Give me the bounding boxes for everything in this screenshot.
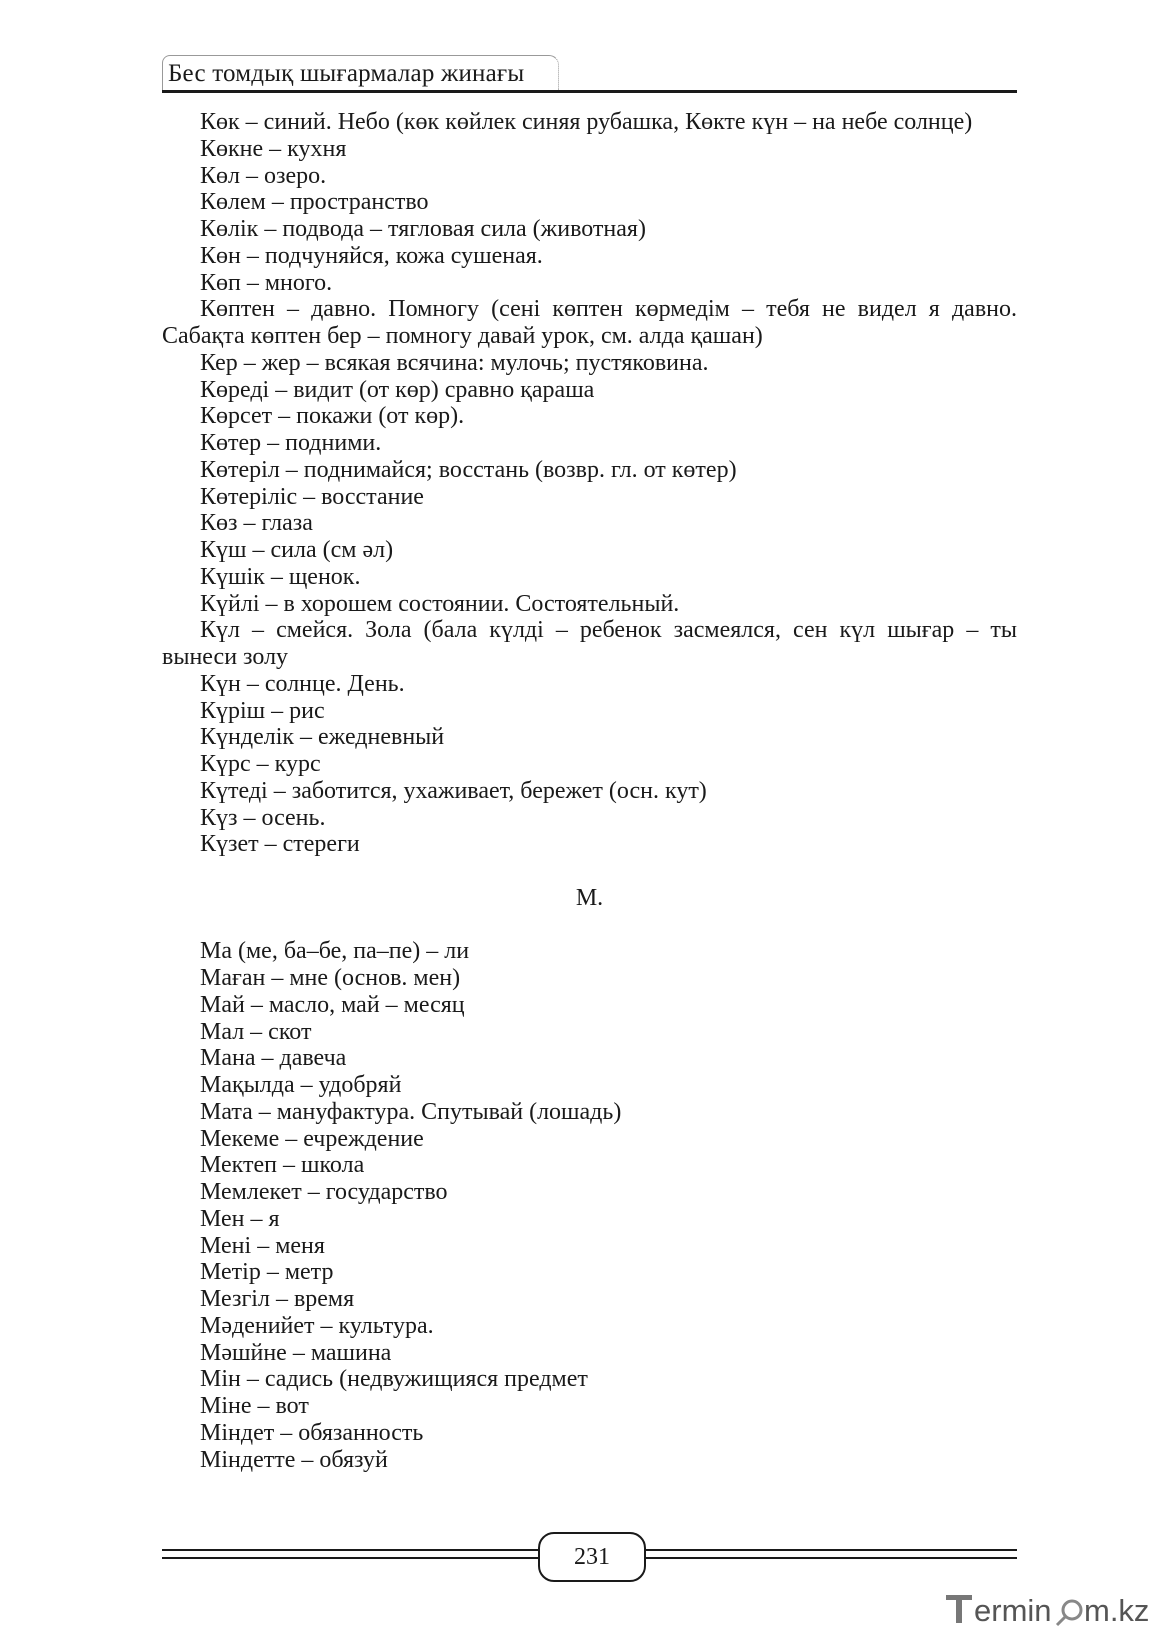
dictionary-entry: Мәшйне – машина — [200, 1339, 392, 1366]
dictionary-entry: Метір – метр — [200, 1259, 334, 1286]
dictionary-entry: Мақылда – удобряй — [200, 1072, 402, 1098]
dictionary-entry: Көл – озеро. — [200, 162, 327, 189]
dictionary-entry: Көк – синий. Небо (көк көйлек синяя рубашка, Көкте күн – на небе солнце) — [200, 109, 973, 135]
dictionary-entry: Ма (ме, ба–бе, па–пе) – ли — [200, 938, 470, 965]
dictionary-entry: Көкне – кухня — [200, 135, 347, 162]
dictionary-entry: Міне – вот — [200, 1393, 309, 1419]
dictionary-entry: Мені – меня — [200, 1232, 325, 1259]
dictionary-entry: Мана – давеча — [200, 1045, 347, 1072]
dictionary-content — [162, 109, 1017, 1473]
footer-rule-left — [162, 1549, 538, 1559]
dictionary-entry: Мектеп – школа — [200, 1152, 365, 1179]
dictionary-entry: Мәденийет – культура. — [200, 1312, 434, 1339]
dictionary-entry: Мен – я — [200, 1205, 280, 1232]
dictionary-entry: Маған – мне (основ. мен) — [200, 965, 461, 991]
dictionary-entry: Күтеді – заботится, ухаживает, бережет (осн. кут) — [200, 777, 707, 804]
dictionary-entry: Көлем – пространство — [200, 189, 429, 216]
footer-rule-right — [642, 1549, 1017, 1559]
header-rule — [162, 90, 1017, 93]
dictionary-entry: Көптен – давно. Помногу (сені көптен көрмедім – тебя не видел я давно. Сабақта көптен бер – помногу давай урок, см. алда қашан) — [162, 296, 1017, 349]
dictionary-entry: Күнделік – ежедневный — [200, 724, 445, 751]
page-number: 231 — [538, 1532, 646, 1582]
watermark-text-after: m.kz — [1084, 1593, 1149, 1628]
dictionary-entry: Көлік – подвода – тягловая сила (животная) — [200, 216, 646, 242]
dictionary-entry: Күш – сила (см әл) — [200, 537, 394, 563]
running-header-title: Бес томдық шығармалар жинағы — [168, 60, 525, 87]
dictionary-entry: Көреді – видит (от көр) сравно қараша — [200, 376, 595, 403]
dictionary-entry: Міндетте – обязуй — [200, 1446, 388, 1473]
dictionary-entry: Күшік – щенок. — [200, 563, 361, 590]
dictionary-entry: Күз – осень. — [200, 804, 326, 831]
page-footer — [162, 1532, 1017, 1582]
dictionary-entry: Мата – мануфактура. Спутывай (лошадь) — [200, 1098, 622, 1125]
dictionary-entry: Көтеріл – поднимайся; восстань (возвр. гл. от көтер) — [200, 456, 737, 483]
dictionary-entry: Күріш – рис — [200, 697, 325, 724]
dictionary-entry: Күйлі – в хорошем состоянии. Состоятельный. — [200, 590, 680, 617]
dictionary-entry: Мемлекет – государство — [200, 1179, 448, 1205]
site-watermark — [944, 1589, 1149, 1629]
watermark-text-before: ermin — [974, 1593, 1052, 1628]
dictionary-entry: Көз – глаза — [200, 510, 313, 537]
dictionary-entry: Күзет – стереги — [200, 831, 360, 858]
watermark-logo-icon — [944, 1589, 1149, 1629]
section-heading-m: М. — [575, 884, 604, 911]
dictionary-entry: Мал – скот — [200, 1018, 312, 1045]
dictionary-entry: Күрс – курс — [200, 751, 321, 777]
dictionary-entry: Көрсет – покажи (от көр). — [200, 403, 465, 430]
dictionary-entry: Міндет – обязанность — [200, 1419, 424, 1446]
dictionary-entry: Май – масло, май – месяц — [200, 991, 465, 1018]
dictionary-entry: Көтеріліс – восстание — [200, 483, 424, 510]
dictionary-entry: Көп – много. — [200, 269, 333, 296]
dictionary-entry: Мекеме – ечреждение — [200, 1125, 424, 1152]
dictionary-entry: Күл – смейся. Зола (бала күлді – ребенок засмеялся, сен күл шығар – ты вынеси золу — [162, 617, 1017, 670]
dictionary-entry: Кер – жер – всякая всячина: мулочь; пустяковина. — [200, 349, 709, 376]
dictionary-entry: Көн – подчуняйся, кожа сушеная. — [200, 242, 543, 269]
dictionary-entry: Күн – солнце. День. — [200, 670, 405, 697]
dictionary-entry: Мезгіл – время — [200, 1286, 355, 1312]
dictionary-entry: Көтер – подними. — [200, 430, 382, 456]
dictionary-entry: Мін – садись (недвужищияся предмет — [200, 1366, 588, 1393]
